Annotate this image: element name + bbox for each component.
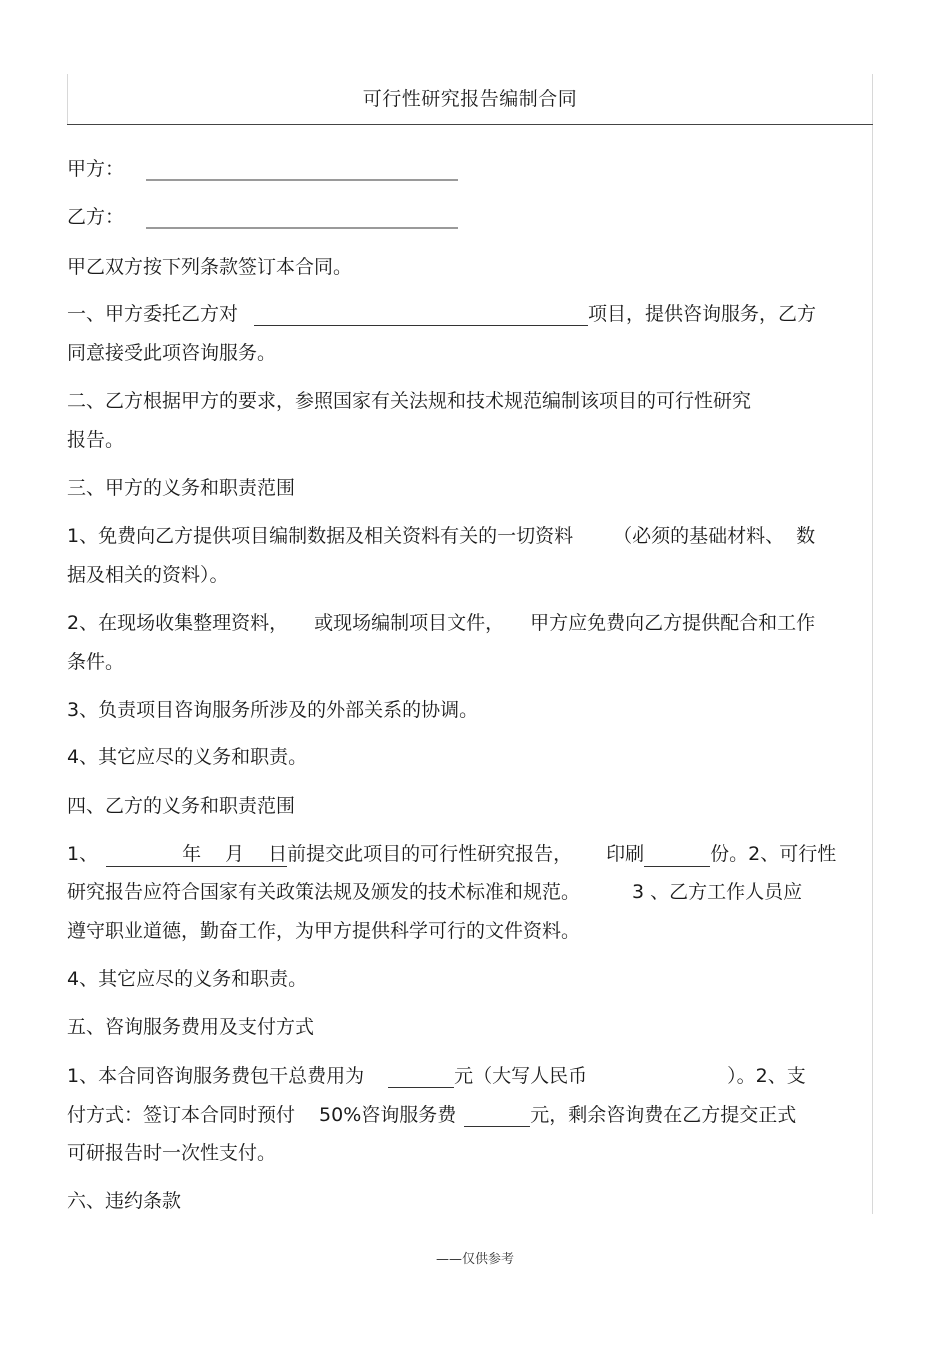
party-a-blank[interactable] (146, 159, 458, 181)
clause-1-line-2: 同意接受此项咨询服务。 (67, 342, 277, 364)
s4-line-3: 遵守职业道德，勤奋工作，为甲方提供科学可行的文件资料。 (67, 920, 581, 942)
s5-line-1 (67, 1064, 806, 1088)
s5-text-b: 元（大写人民币 (454, 1065, 588, 1087)
section-6-heading: 六、违约条款 (67, 1190, 182, 1212)
project-name-blank[interactable] (254, 305, 588, 326)
s5-text-d: 付方式：签订本合同时预付 (67, 1104, 296, 1126)
party-a-label: 甲方： (67, 158, 125, 180)
party-b-row (67, 205, 458, 229)
s3-item-2-text-c: 甲方应免费向乙方提供配合和工作 (530, 612, 816, 634)
s3-item-2-line-1 (67, 611, 815, 635)
document-title: 可行性研究报告编制合同 (362, 88, 578, 110)
s3-item-1-line-2: 据及相关的资料）。 (67, 564, 229, 586)
s4-text-b: 前提交此项目的可行性研究报告， (287, 843, 573, 865)
s3-item-2-text-a: 2、在现场收集整理资料， (67, 612, 289, 634)
intro-text: 甲乙双方按下列条款签订本合同。 (67, 256, 353, 278)
clause-1-text-b: 项目，提供咨询服务，乙方 (588, 303, 817, 325)
s3-item-3: 3、负责项目咨询服务所涉及的外部关系的协调。 (67, 699, 479, 721)
s5-text-a: 1、本合同咨询服务费包干总费用为 (67, 1065, 365, 1087)
s3-item-1-line-1 (67, 524, 815, 548)
s5-text-f: 元，剩余咨询费在乙方提交正式 (530, 1104, 797, 1126)
s3-item-2-text-b: 或现场编制项目文件， (314, 612, 505, 634)
party-b-blank[interactable] (146, 207, 458, 229)
page-footer: ——仅供参考 (435, 1252, 514, 1267)
party-b-label: 乙方： (67, 206, 125, 228)
deadline-date-blank[interactable] (106, 842, 287, 867)
total-fee-blank[interactable] (388, 1067, 454, 1088)
title-divider (67, 124, 873, 125)
clause-1-line-1 (67, 302, 816, 326)
s4-text-e: 研究报告应符合国家有关政策法规及颁发的技术标准和规范。 (67, 881, 581, 903)
s4-text-c: 印刷 (606, 843, 645, 865)
s3-item-1-text-b: （必须的基础材料、 (613, 525, 785, 547)
clause-2-line-1: 二、乙方根据甲方的要求，参照国家有关法规和技术规范编制该项目的可行性研究 (67, 390, 752, 412)
copies-blank[interactable] (644, 846, 710, 867)
clause-2-line-2: 报告。 (67, 429, 125, 451)
s4-text-f: 3 、乙方工作人员应 (632, 881, 803, 903)
section-4-heading: 四、乙方的义务和职责范围 (67, 795, 296, 817)
s4-text-d: 份。2、可行性 (710, 843, 837, 865)
party-a-row (67, 157, 458, 181)
prepayment-blank[interactable] (464, 1106, 530, 1127)
s4-line-1 (67, 842, 836, 867)
s3-item-1-text-c: 数 (796, 525, 816, 547)
s5-line-2 (67, 1103, 796, 1127)
s4-text-a: 1、 (67, 843, 99, 865)
s5-text-c: ）。2、支 (727, 1065, 806, 1087)
s3-item-2-line-2: 条件。 (67, 651, 125, 673)
s3-item-4: 4、其它应尽的义务和职责。 (67, 746, 308, 768)
s5-text-e: 50%咨询服务费 (319, 1104, 457, 1126)
page-frame-right (872, 74, 873, 1214)
s3-item-1-text-a: 1、免费向乙方提供项目编制数据及相关资料有关的一切资料 (67, 525, 574, 547)
year-label: 年 (182, 843, 202, 865)
month-label: 月 (225, 843, 245, 865)
clause-1-text-a: 一、甲方委托乙方对 (67, 303, 239, 325)
section-5-heading: 五、咨询服务费用及支付方式 (67, 1016, 315, 1038)
section-3-heading: 三、甲方的义务和职责范围 (67, 477, 296, 499)
s5-line-3: 可研报告时一次性支付。 (67, 1142, 277, 1164)
s4-line-2 (67, 880, 802, 904)
s4-item-4: 4、其它应尽的义务和职责。 (67, 968, 308, 990)
day-label: 日 (268, 843, 288, 865)
